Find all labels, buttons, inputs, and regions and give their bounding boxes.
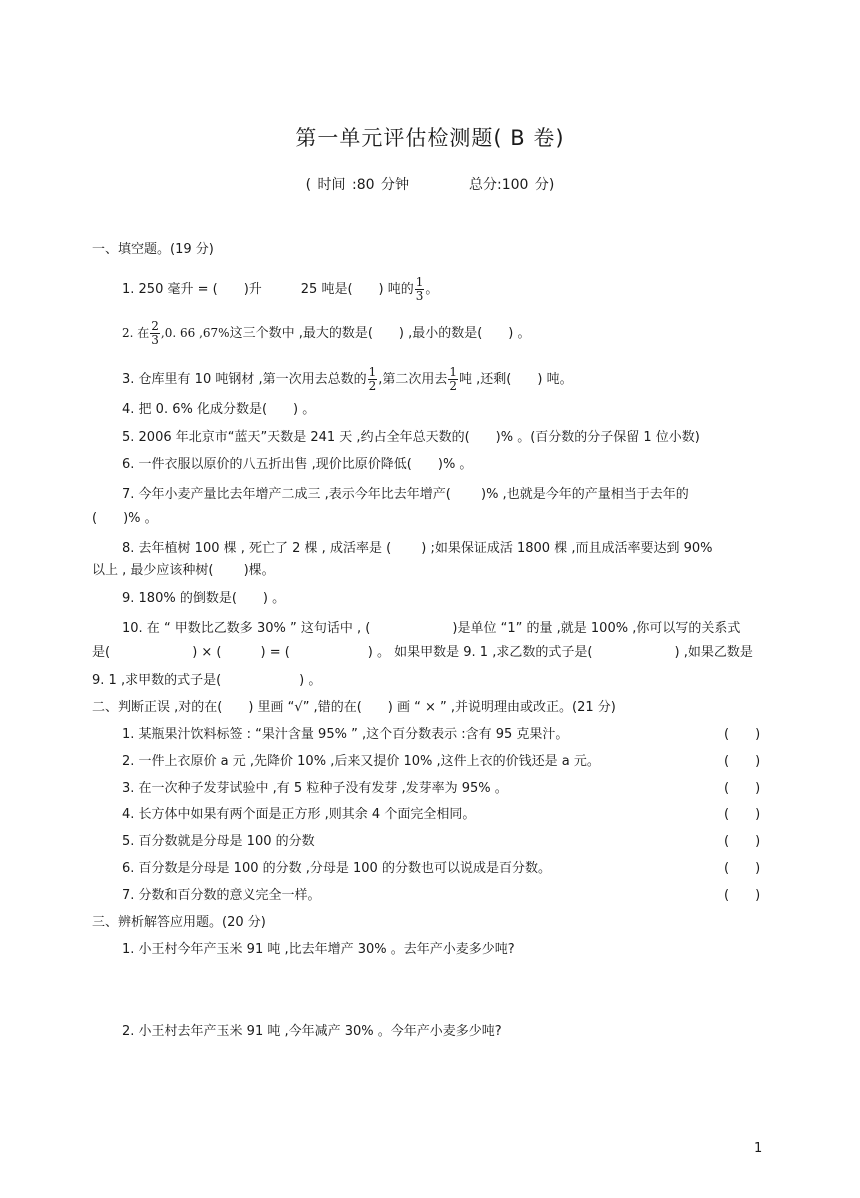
question-1-9: 9. 180% 的倒数是( ) 。 bbox=[122, 591, 286, 606]
question-1-7-cont: ( )% 。 bbox=[92, 511, 158, 526]
section-1-heading: 一、填空题。(19 分) bbox=[92, 242, 214, 257]
question-1-7: 7. 今年小麦产量比去年增产二成三 ,表示今年比去年增产( )% ,也就是今年的产量相当于去年的 bbox=[122, 487, 689, 502]
total-score: 总分:100 分) bbox=[468, 177, 555, 193]
question-1-4: 4. 把 0. 6% 化成分数是( ) 。 bbox=[122, 402, 316, 417]
question-1-10-cont: 是( ) × ( ) = ( ) 。 如果甲数是 9. 1 ,求乙数的式子是( ) ,如果乙数是 bbox=[92, 645, 753, 660]
question-1-8-cont: 以上 , 最少应该种树( )棵。 bbox=[92, 563, 275, 578]
answer-blank: ( ) bbox=[724, 781, 761, 796]
section-3-heading: 三、辨析解答应用题。(20 分) bbox=[92, 915, 266, 930]
answer-blank: ( ) bbox=[724, 754, 761, 769]
fraction: $\frac{1}{3}$ bbox=[415, 275, 424, 303]
judge-item-2: 2. 一件上衣原价 a 元 ,先降价 10% ,后来又提价 10% ,这件上衣的价钱还是 a 元。 bbox=[122, 754, 600, 769]
word-problem-1: 1. 小王村今年产玉米 91 吨 ,比去年增产 30% 。去年产小麦多少吨? bbox=[122, 942, 515, 957]
answer-blank: ( ) bbox=[724, 861, 761, 876]
answer-blank: ( ) bbox=[724, 807, 761, 822]
question-1-1: 1. 250 毫升 = ( )升 25 吨是( ) 吨的 $\frac{1}{3}$ 。 bbox=[122, 275, 439, 303]
judge-item-5: 5. 百分数就是分母是 100 的分数 bbox=[122, 834, 315, 849]
answer-blank: ( ) bbox=[724, 834, 761, 849]
judge-item-6: 6. 百分数是分母是 100 的分数 ,分母是 100 的分数也可以说成是百分数。 bbox=[122, 861, 551, 876]
question-1-3: 3. 仓库里有 10 吨钢材 ,第一次用去总数的 $\frac{1}{2}$ ,第二次用去 $\frac{1}{2}$ 吨 ,还剩( ) 吨。 bbox=[122, 365, 573, 393]
word-problem-2: 2. 小王村去年产玉米 91 吨 ,今年减产 30% 。今年产小麦多少吨? bbox=[122, 1024, 502, 1039]
question-1-10: 10. 在 “ 甲数比乙数多 30% ” 这句话中 , ( )是单位 “1” 的量 ,就是 100% ,你可以写的关系式 bbox=[122, 621, 741, 636]
question-1-5: 5. 2006 年北京市“蓝天”天数是 241 天 ,约占全年总天数的( )% 。(百分数的分子保留 1 位小数) bbox=[122, 430, 700, 445]
answer-blank: ( ) bbox=[724, 888, 761, 903]
section-2-heading: 二、判断正误 ,对的在( ) 里画 “√” ,错的在( ) 画 “ × ” ,并说明理由或改正。(21 分) bbox=[92, 700, 616, 715]
fraction: $\frac{1}{2}$ bbox=[449, 365, 458, 393]
answer-blank: ( ) bbox=[724, 727, 761, 742]
page-title: 第一单元评估检测题( B 卷) bbox=[295, 126, 565, 150]
question-1-2: 2. 在 $\frac{2}{3}$ ,0. 66 ,67%这三个数中 ,最大的数是( ) ,最小的数是( ) 。 bbox=[122, 319, 531, 347]
exam-info bbox=[0, 174, 860, 194]
fraction: $\frac{1}{2}$ bbox=[368, 365, 377, 393]
judge-item-1: 1. 某瓶果汁饮料标签 : “果汁含量 95% ” ,这个百分数表示 :含有 95 克果汁。 bbox=[122, 727, 569, 742]
page-number: 1 bbox=[754, 1141, 763, 1156]
judge-item-4: 4. 长方体中如果有两个面是正方形 ,则其余 4 个面完全相同。 bbox=[122, 807, 476, 822]
question-1-8: 8. 去年植树 100 棵 , 死亡了 2 棵 , 成活率是 ( ) ;如果保证成活 1800 棵 ,而且成活率要达到 90% bbox=[122, 541, 713, 556]
question-1-10-cont2: 9. 1 ,求甲数的式子是( ) 。 bbox=[92, 673, 322, 688]
fraction: $\frac{2}{3}$ bbox=[151, 319, 159, 347]
question-1-6: 6. 一件衣服以原价的八五折出售 ,现价比原价降低( )% 。 bbox=[122, 457, 473, 472]
time-limit: ( 时间 :80 分钟 bbox=[305, 177, 409, 193]
judge-item-3: 3. 在一次种子发芽试验中 ,有 5 粒种子没有发芽 ,发芽率为 95% 。 bbox=[122, 781, 508, 796]
judge-item-7: 7. 分数和百分数的意义完全一样。 bbox=[122, 888, 321, 903]
